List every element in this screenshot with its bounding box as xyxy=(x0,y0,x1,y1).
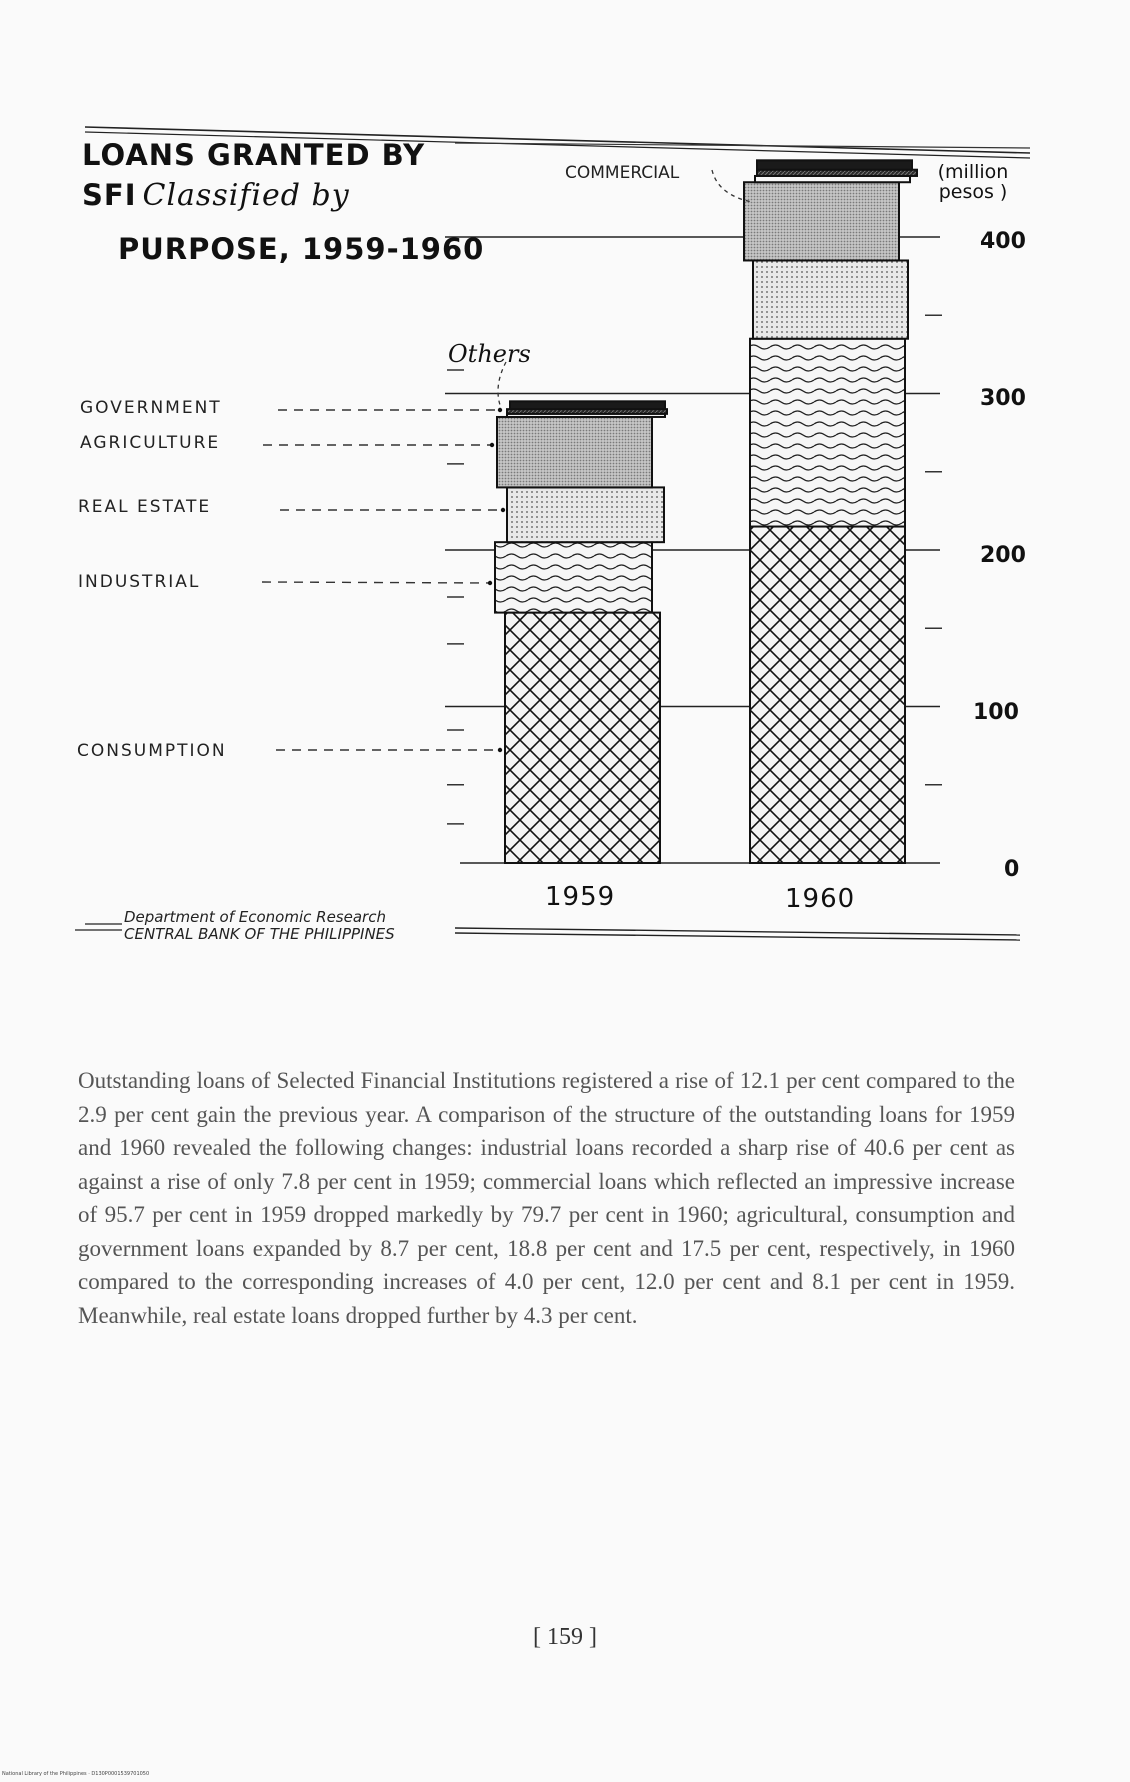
commercial-annotation: COMMERCIAL xyxy=(565,163,680,183)
title-sfi: SFI xyxy=(82,178,137,212)
bar-1960-real-estate xyxy=(753,260,908,338)
xtick-1959: 1959 xyxy=(545,882,616,912)
legend-real-estate: REAL ESTATE xyxy=(78,497,212,517)
legend-industrial: INDUSTRIAL xyxy=(78,572,201,592)
bar-1959-consumption xyxy=(505,613,660,863)
legend-consumption: CONSUMPTION xyxy=(77,741,227,761)
leader-dot-agriculture xyxy=(490,443,494,447)
ytick-400: 400 xyxy=(980,229,1026,254)
leader-dot-real-estate xyxy=(501,508,505,512)
leader-dot-consumption xyxy=(498,748,502,752)
bar-1960-industrial xyxy=(750,339,905,527)
bar-1959-agriculture xyxy=(497,417,652,487)
chart-title-line1: LOANS GRANTED BY xyxy=(82,138,426,172)
leader-industrial xyxy=(262,582,490,583)
xtick-1960: 1960 xyxy=(785,884,856,914)
bar-segments xyxy=(495,160,917,863)
bar-1960-agriculture xyxy=(744,182,899,260)
leader-dot-government xyxy=(498,408,502,412)
bar-1960-government xyxy=(757,160,912,169)
bar-1959-real-estate xyxy=(507,487,664,542)
source-line2: CENTRAL BANK OF THE PHILIPPINES xyxy=(124,925,395,943)
footer-tag: National Library of the Philippines · D130P0001539701050 xyxy=(2,1771,150,1777)
others-annotation: Others xyxy=(448,340,531,368)
source-line1: Department of Economic Research xyxy=(124,908,386,926)
page-number: [ 159 ] xyxy=(533,1624,597,1650)
legend-government: GOVERNMENT xyxy=(80,398,222,418)
bar-1959-industrial xyxy=(495,542,652,612)
unit-line2: pesos ) xyxy=(938,181,1008,203)
leader-dot-industrial xyxy=(488,581,492,585)
unit-line1: (million xyxy=(937,161,1009,183)
chart-title-line2 xyxy=(82,178,350,213)
title-rule xyxy=(455,143,1030,148)
bar-1959-government xyxy=(510,401,665,409)
ytick-0: 0 xyxy=(1004,857,1020,882)
leader-others xyxy=(498,362,506,405)
title-script: Classified by xyxy=(142,178,350,213)
legend-agriculture: AGRICULTURE xyxy=(80,433,221,453)
ytick-200: 200 xyxy=(980,543,1026,568)
unit-label xyxy=(918,162,1028,202)
ytick-300: 300 xyxy=(980,386,1026,411)
bar-1960-consumption xyxy=(750,527,905,863)
chart-title-line3: PURPOSE, 1959-1960 xyxy=(118,232,485,266)
source-note xyxy=(124,909,395,943)
body-paragraph: Outstanding loans of Selected Financial Institutions registered a rise of 12.1 per cent compared to the 2.9 per cent gain the previous year. A comparison of the structure of the outstanding loans for 1959 and 1960 revealed the following changes: industrial loans recorded a sharp rise of 40.6 per cent as against a rise of only 7.8 per cent in 1959; commercial loans which reflected an impressive increase of 95.7 per cent in 1959 dropped markedly by 79.7 per cent in 1960; agricultural, consumption and government loans expanded by 8.7 per cent, 18.8 per cent and 17.5 per cent, respectively, in 1960 compared to the corresponding increases of 4.0 per cent, 12.0 per cent and 8.1 per cent in 1959. Meanwhile, real estate loans dropped further by 4.3 per cent. xyxy=(78,1068,1015,1328)
ytick-100: 100 xyxy=(973,700,1019,725)
